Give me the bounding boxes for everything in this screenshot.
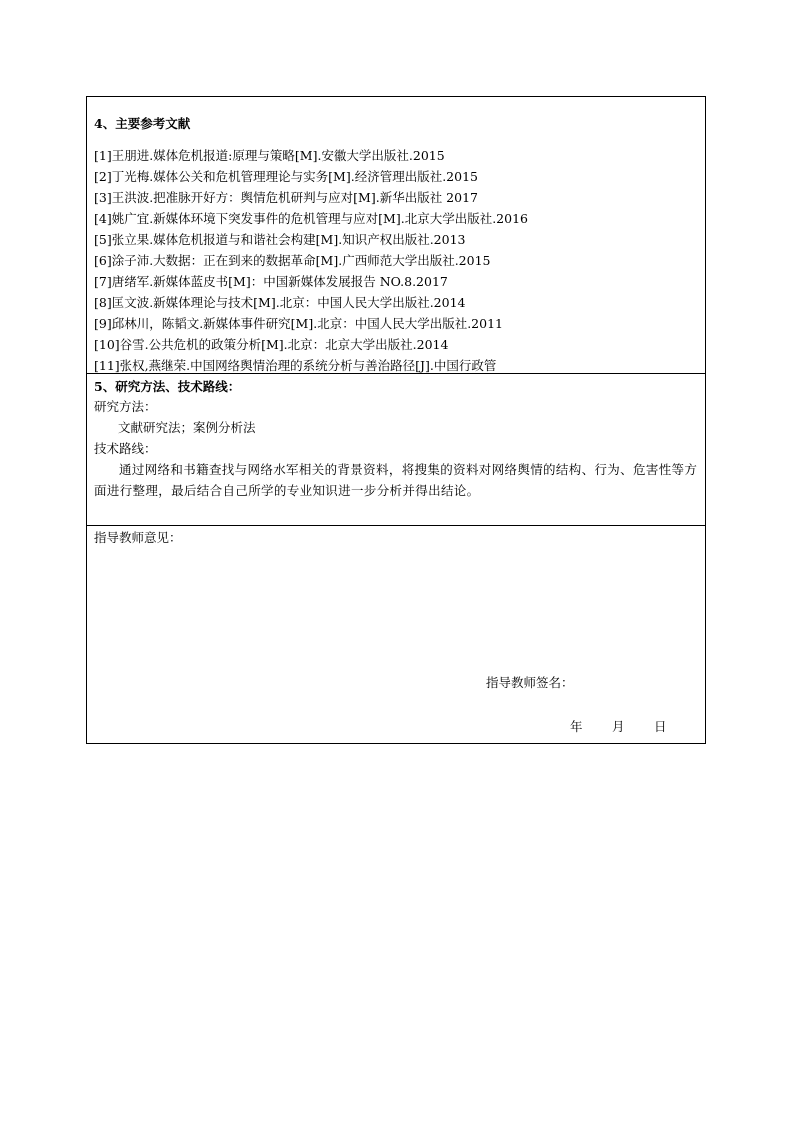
methods-value: 文献研究法；案例分析法 — [118, 420, 256, 435]
route-paragraph: 通过网络和书籍查找与网络水军相关的背景资料，将搜集的资料对网络舆情的结构、行为、危害性等方面进行整理，最后结合自己所学的专业知识进一步分析并得出结论。 — [94, 462, 698, 498]
references-heading: 4、主要参考文献 — [94, 116, 191, 131]
research-method-body — [94, 396, 702, 501]
methods-label: 研究方法： — [94, 399, 157, 414]
reference-item: [3]王洪波.把准脉开好方：舆情危机研判与应对[M].新华出版社 2017 — [94, 190, 478, 205]
reference-item: [9]邱林川，陈韬文.新媒体事件研究[M].北京：中国人民大学出版社.2011 — [94, 316, 503, 331]
advisor-signature-label: 指导教师签名： — [486, 675, 574, 690]
reference-item: [10]谷雪.公共危机的政策分析[M].北京：北京大学出版社.2014 — [94, 337, 449, 352]
reference-item: [6]涂子沛.大数据：正在到来的数据革命[M].广西师范大学出版社.2015 — [94, 253, 491, 268]
date-month-label: 月 — [612, 719, 625, 734]
reference-item: [2]丁光梅.媒体公关和危机管理理论与实务[M].经济管理出版社.2015 — [94, 169, 478, 184]
route-label: 技术路线： — [94, 441, 157, 456]
reference-item: [1]王朋进.媒体危机报道:原理与策略[M].安徽大学出版社.2015 — [94, 148, 445, 163]
reference-item: [5]张立果.媒体危机报道与和谐社会构建[M].知识产权出版社.2013 — [94, 232, 466, 247]
signature-date — [570, 716, 696, 737]
date-day-label: 日 — [654, 719, 667, 734]
reference-item: [4]姚广宜.新媒体环境下突发事件的危机管理与应对[M].北京大学出版社.2016 — [94, 211, 528, 226]
reference-item: [8]匡文波.新媒体理论与技术[M].北京：中国人民大学出版社.2014 — [94, 295, 466, 310]
proposal-table — [86, 96, 706, 744]
research-method-section — [87, 373, 705, 525]
advisor-opinion-section — [87, 525, 705, 743]
advisor-opinion-label: 指导教师意见： — [94, 530, 182, 545]
references-list — [94, 145, 528, 376]
date-year-label: 年 — [570, 719, 583, 734]
references-section — [87, 97, 705, 373]
research-method-heading: 5、研究方法、技术路线： — [94, 379, 241, 394]
reference-item: [11]张权,燕继荣.中国网络舆情治理的系统分析与善治路径[J].中国行政管 — [94, 358, 497, 373]
reference-item: [7]唐绪军.新媒体蓝皮书[M]：中国新媒体发展报告 NO.8.2017 — [94, 274, 448, 289]
